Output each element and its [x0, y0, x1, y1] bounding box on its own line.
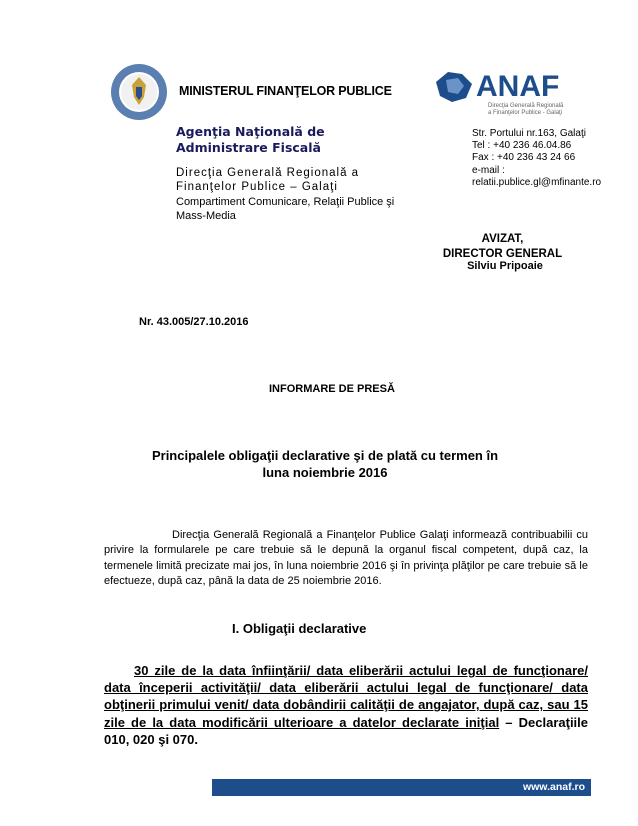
- document-type: INFORMARE DE PRESĂ: [269, 383, 395, 395]
- intro-paragraph: [104, 528, 588, 589]
- agency-line-1: Agenţia Naţională de: [176, 124, 325, 139]
- approval-block: [440, 232, 565, 261]
- headline-line-1: Principalele obligaţii declarative şi de plată cu termen în: [151, 448, 499, 463]
- approval-title: DIRECTOR GENERAL: [442, 247, 563, 260]
- anaf-logo-text: ANAF: [476, 70, 560, 103]
- contact-email[interactable]: relatii.publice.gl@mfinante.ro: [472, 176, 602, 188]
- ministry-name: MINISTERUL FINANŢELOR PUBLICE: [179, 84, 392, 98]
- declaration-forms: – Declaraţiile 010, 020 şi 070.: [104, 714, 589, 747]
- direction-line-2: Finanţelor Publice – Galaţi: [176, 181, 338, 193]
- logo-subtitle-2: a Finanţelor Publice - Galaţi: [488, 110, 563, 116]
- section-title: I. Obligaţii declarative: [232, 621, 367, 636]
- anaf-logo: [432, 68, 592, 128]
- contact-address: Str. Portului nr.163, Galaţi: [472, 128, 586, 139]
- direction-line-1: Direcţia Generală Regională a: [176, 167, 360, 179]
- regional-direction: [176, 166, 359, 194]
- logo-subtitle-1: Direcţia Generală Regională: [488, 103, 564, 109]
- intro-text: Direcţia Generală Regională a Finanţelor Publice Galaţi informează contribuabilii cu privire la formularele pe care trebuie să le depună la organul fiscal competent, după caz, la termenele limită precizate mai jos, în luna noiembrie 2016 şi în privinţa plăţilor pe care trebuie să le efectueze, după caz, până la data de 25 noiembrie 2016.: [104, 529, 588, 587]
- contact-phone: Tel : +40 236 46.04.86: [472, 140, 572, 152]
- contact-email-label: e-mail :: [472, 164, 505, 176]
- declaration-paragraph: [104, 662, 588, 748]
- footer-url[interactable]: www.anaf.ro: [522, 781, 585, 793]
- compartment-name: Compartiment Comunicare, Relaţii Publice şi Mass-Media: [176, 196, 395, 222]
- approver-name: Silviu Pripoaie: [467, 260, 543, 272]
- headline: [140, 447, 510, 481]
- contact-fax: Fax : +40 236 43 24 66: [472, 152, 576, 164]
- agency-name: [176, 124, 325, 156]
- footer-bar: [212, 779, 591, 796]
- declaration-deadline: 30 zile de la data înfiinţării/ data eliberării actului legal de funcţionare/ data începerii activităţii/ data eliberării actului legal de funcţionare/ data obţinerii primului venit/ data dobândirii calităţii de angajator, după caz, sau 15 zile de la data modificării ulterioare a datelor declarate iniţial: [104, 663, 588, 730]
- headline-line-2: luna noiembrie 2016: [262, 465, 388, 480]
- contact-info: [472, 128, 601, 189]
- logo-subtitle: [488, 103, 563, 117]
- agency-line-2: Administrare Fiscală: [176, 140, 321, 155]
- document-number: Nr. 43.005/27.10.2016: [139, 316, 249, 328]
- approval-label: AVIZAT,: [481, 233, 524, 245]
- ministry-seal: [110, 63, 168, 121]
